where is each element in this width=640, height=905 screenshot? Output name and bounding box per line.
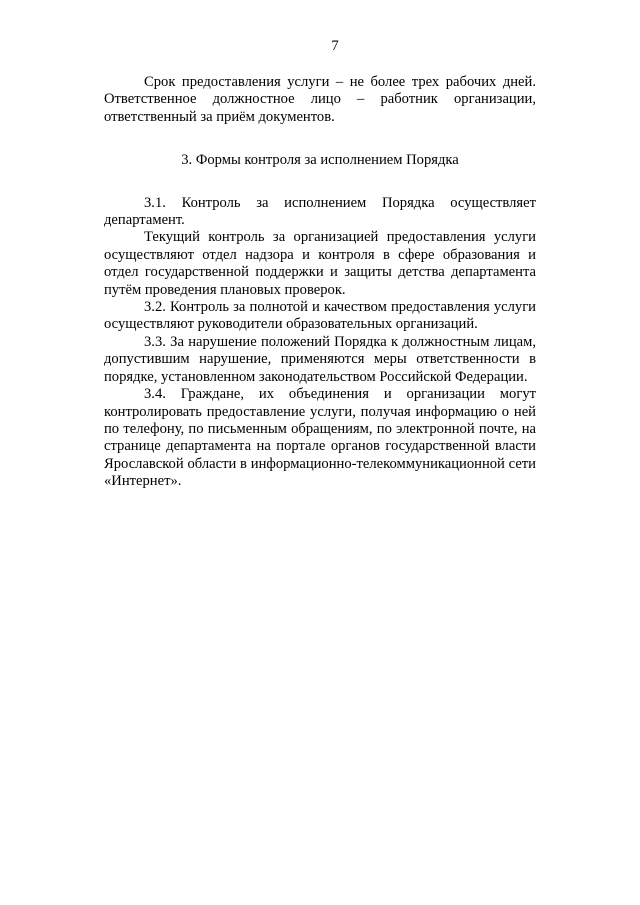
page-number: 7 <box>331 38 339 54</box>
paragraph-3-1: 3.1. Контроль за исполнением Порядка осуществляет департамент. <box>104 194 536 229</box>
paragraph-3-2: 3.2. Контроль за полнотой и качеством предоставления услуги осуществляют руководители образовательных организаций. <box>104 299 536 333</box>
paragraph-current-control: Текущий контроль за организацией предоставления услуги осуществляют отдел надзора и контроля в сфере образования и отдел государственной поддержки и защиты детства департамента путём проведения плановых проверок. <box>104 229 536 298</box>
paragraph-3-4: 3.4. Граждане, их объединения и организации могут контролировать предоставление услуги, получая информацию о ней по телефону, по письменным обращениям, по электронной почте, на странице департамента на портале органов государственной власти Ярославской области в информационно-телекоммуникационной сети «Интернет». <box>104 386 536 490</box>
section-heading: 3. Формы контроля за исполнением Порядка <box>181 152 459 169</box>
document-body <box>104 74 536 491</box>
paragraph-3-3: 3.3. За нарушение положений Порядка к должностным лицам, допустившим нарушение, применяются меры ответственности в порядке, установленном законодательством Российской Федерации. <box>104 333 536 385</box>
paragraph-service-term: Срок предоставления услуги – не более трех рабочих дней. Ответственное должностное лицо – работник организации, ответственный за приём документов. <box>104 74 536 125</box>
